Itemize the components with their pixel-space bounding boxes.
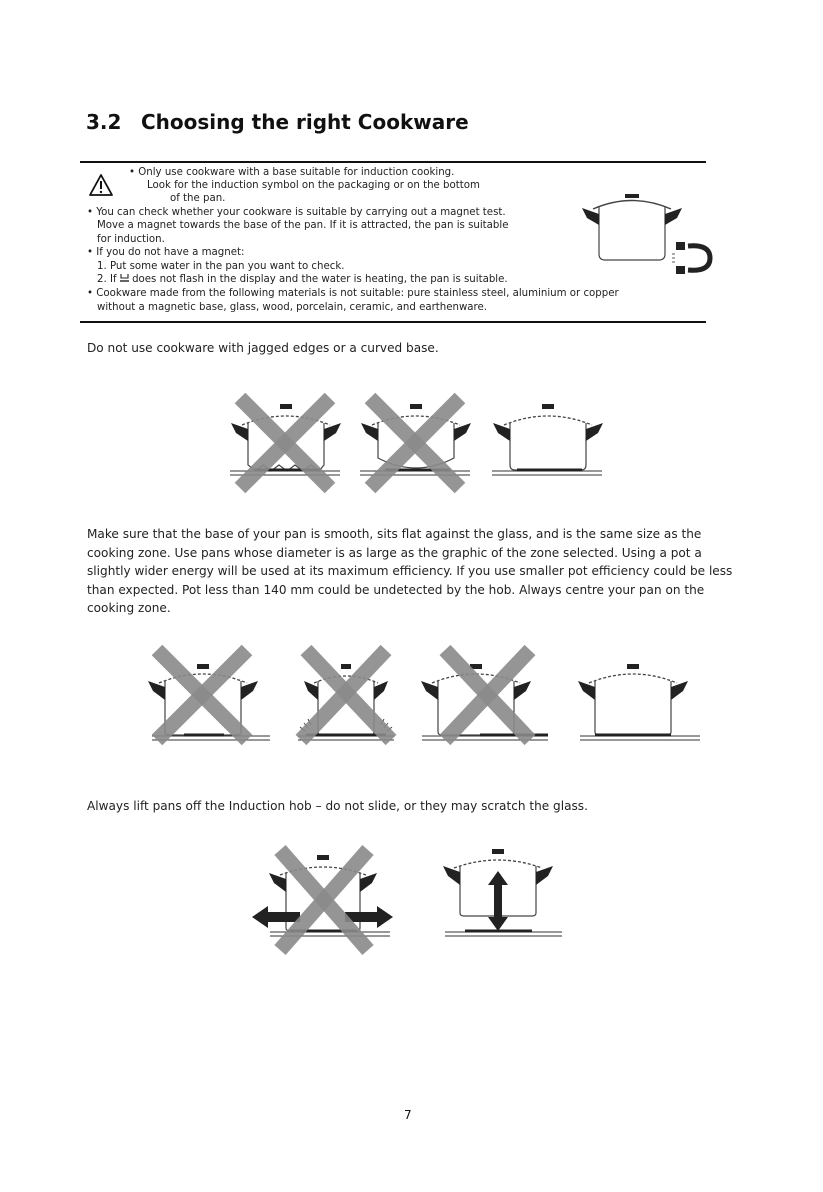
notice-line-3: of the pan. (170, 193, 226, 204)
pan-illustration-too-large-crossed (142, 645, 272, 745)
pan-illustration-flat-correct (487, 393, 617, 493)
notice-line-9 (97, 273, 508, 286)
notice-top-rule (80, 161, 706, 163)
section-heading (86, 110, 469, 134)
pan-illustration-curved-crossed (355, 393, 485, 493)
paragraph-pan-size (87, 525, 747, 618)
paragraph-lift-pans: Always lift pans off the Induction hob – do not slide, or they may scratch the glass. (87, 799, 588, 813)
paragraph-pan-size-line: cooking zone. Use pans whose diameter is as large as the graphic of the zone selected. Using a pot a (87, 545, 702, 560)
notice-line-6: for induction. (97, 234, 165, 245)
notice-line-11: without a magnetic base, glass, wood, porcelain, ceramic, and earthenware. (97, 302, 487, 313)
notice-line-8: 1. Put some water in the pan you want to check. (97, 261, 345, 272)
notice-line-7: • If you do not have a magnet: (87, 247, 245, 258)
section-number: 3.2 (86, 110, 122, 134)
pan-illustration-correct-size (575, 645, 705, 745)
notice-line-1: • Only use cookware with a base suitable for induction cooking. (129, 167, 455, 178)
notice-line-9-prefix: 2. If (97, 274, 117, 285)
pan-symbol-icon (120, 273, 129, 283)
paragraph-pan-size-line: than expected. Pot less than 140 mm could be undetected by the hob. Always centre your pan on the (87, 582, 705, 597)
pan-illustration-sliding-crossed (250, 845, 400, 955)
page-number: 7 (404, 1108, 412, 1122)
paragraph-pan-size-line: Make sure that the base of your pan is smooth, sits flat against the glass, and is the same size as the (87, 527, 702, 541)
pan-illustration-lifting (440, 843, 570, 943)
magnet-test-illustration (578, 192, 718, 277)
pan-illustration-too-small-crossed (296, 645, 406, 745)
notice-line-2: Look for the induction symbol on the packaging or on the bottom (147, 180, 480, 191)
pan-illustration-jagged-crossed (225, 393, 355, 493)
notice-line-4: • You can check whether your cookware is suitable by carrying out a magnet test. (87, 207, 506, 218)
pan-illustration-off-centre-crossed (420, 645, 550, 745)
notice-line-5: Move a magnet towards the base of the pan. If it is attracted, the pan is suitable (97, 220, 509, 231)
notice-bottom-rule (80, 321, 706, 323)
section-title: Choosing the right Cookware (141, 110, 469, 134)
notice-line-10: • Cookware made from the following materials is not suitable: pure stainless steel, aluminium or copper (87, 288, 619, 299)
paragraph-pan-size-line: cooking zone. (87, 601, 171, 615)
warning-triangle-icon (88, 173, 114, 197)
paragraph-pan-size-line: slightly wider energy will be used at its maximum efficiency. If you use smaller pot efficiency could be less (87, 564, 733, 578)
notice-line-9-suffix: does not flash in the display and the water is heating, the pan is suitable. (132, 274, 508, 285)
paragraph-jagged-edges: Do not use cookware with jagged edges or a curved base. (87, 341, 439, 355)
